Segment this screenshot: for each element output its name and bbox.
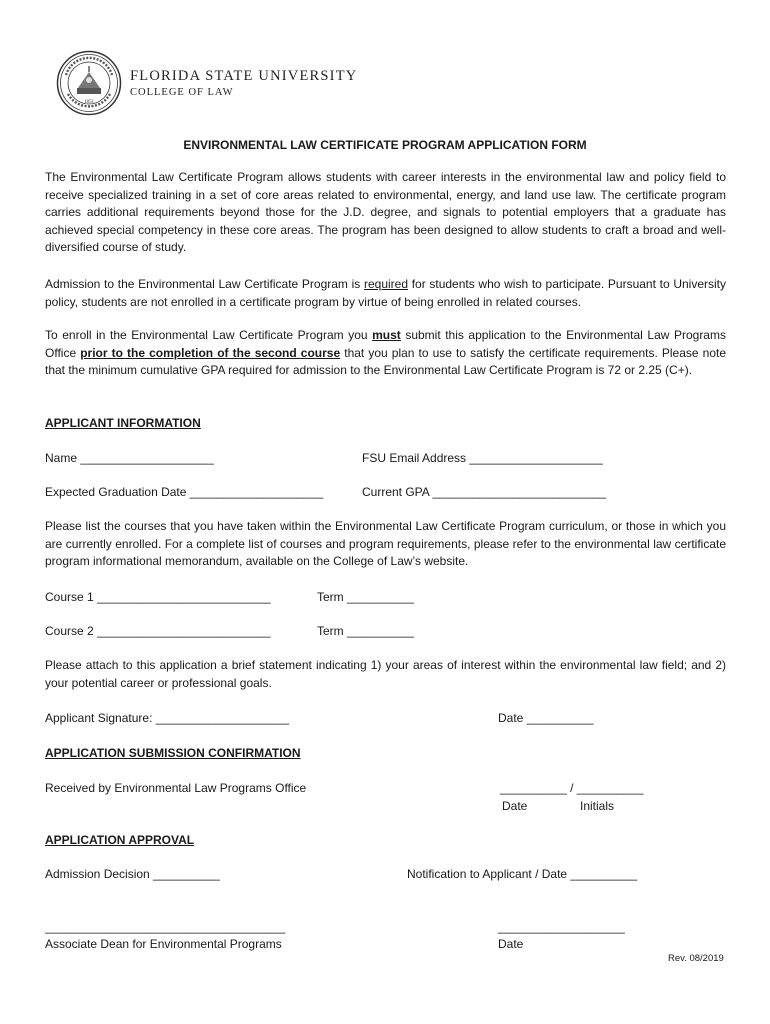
- university-name: FLORIDA STATE UNIVERSITY: [130, 68, 358, 84]
- date-initials-field[interactable]: __________ / __________: [500, 781, 644, 795]
- dean-signature-line[interactable]: ____________________________________: [45, 920, 286, 934]
- approval-heading: APPLICATION APPROVAL: [45, 833, 195, 847]
- statement-text: Please attach to this application a brief statement indicating 1) your areas of interest within the environmental law field; and 2) your potential career or professional goals.: [45, 658, 726, 690]
- deadline-text: prior to the completion of the second course: [80, 345, 341, 360]
- revision-label: Rev. 08/2019: [668, 953, 724, 964]
- intro-text: The Environmental Law Certificate Program allows students with career interests in the environmental law and policy field to receive specialized training in a set of core areas related to environmental, energy, and land use law. The certificate program carries additional requirements beyond those for the J.D. degree, and signals to potential employers that a graduate has achieved special competency in these core areas. The program has been designed to allow students to craft a broad and well-diversified course of study.: [45, 170, 726, 254]
- enroll-paragraph: [45, 327, 726, 380]
- term-2-field[interactable]: Term __________: [317, 624, 414, 638]
- name-field[interactable]: Name ____________________: [45, 451, 214, 465]
- fsu-seal-logo: [56, 50, 122, 116]
- must-word: must: [372, 328, 401, 342]
- approval-date-line[interactable]: ___________________: [498, 920, 625, 934]
- date-caption: Date: [502, 799, 528, 813]
- applicant-heading: APPLICANT INFORMATION: [45, 416, 201, 430]
- enroll-text-1: To enroll in the Environmental Law Certificate Program you: [45, 328, 373, 342]
- graduation-date-field[interactable]: Expected Graduation Date ____________________: [45, 485, 324, 499]
- email-field[interactable]: FSU Email Address ____________________: [362, 451, 603, 465]
- intro-paragraph: [45, 169, 726, 257]
- admission-text-1: Admission to the Environmental Law Certificate Program is: [45, 277, 364, 291]
- term-1-field[interactable]: Term __________: [317, 590, 414, 604]
- enroll-text-3: that you plan to use to satisfy the certificate requirements. Please note that the minimum cumulative GPA required for admission to the Environmental Law Certificate Program is 72 or 2.25 (C+).: [45, 345, 727, 377]
- courses-paragraph: [45, 518, 726, 571]
- signature-field[interactable]: Applicant Signature: ____________________: [45, 711, 290, 725]
- notification-field[interactable]: Notification to Applicant / Date __________: [407, 867, 638, 881]
- course-1-field[interactable]: Course 1 __________________________: [45, 590, 271, 604]
- gpa-field[interactable]: Current GPA __________________________: [362, 485, 606, 499]
- courses-text: Please list the courses that you have taken within the Environmental Law Certificate Program curriculum, or those in which you are currently enrolled. For a complete list of courses and program requirements, please refer to the environmental law certificate program informational memorandum, available on the College of Law’s website.: [45, 519, 726, 568]
- seal-year: 1851: [84, 100, 94, 105]
- initials-caption: Initials: [580, 799, 615, 813]
- signature-date-field[interactable]: Date __________: [498, 711, 594, 725]
- submission-heading: APPLICATION SUBMISSION CONFIRMATION: [45, 746, 301, 760]
- received-label: Received by Environmental Law Programs Office: [45, 781, 307, 795]
- required-word: required: [363, 277, 408, 291]
- admission-text-2: for students who wish to participate. Pursuant to University policy, students are not enrolled in a certificate program by virtue of being enrolled in related courses.: [45, 277, 726, 309]
- form-title: ENVIRONMENTAL LAW CERTIFICATE PROGRAM APPLICATION FORM: [183, 138, 587, 152]
- course-2-field[interactable]: Course 2 __________________________: [45, 624, 271, 638]
- enroll-text-2: submit this application to the Environmental Law Programs Office: [45, 328, 726, 360]
- approval-date-caption: Date: [498, 937, 524, 951]
- college-name: COLLEGE OF LAW: [130, 87, 234, 98]
- dean-caption: Associate Dean for Environmental Programs: [45, 937, 282, 951]
- statement-paragraph: [45, 657, 726, 692]
- admission-decision-field[interactable]: Admission Decision __________: [45, 867, 220, 881]
- admission-paragraph: [45, 276, 726, 311]
